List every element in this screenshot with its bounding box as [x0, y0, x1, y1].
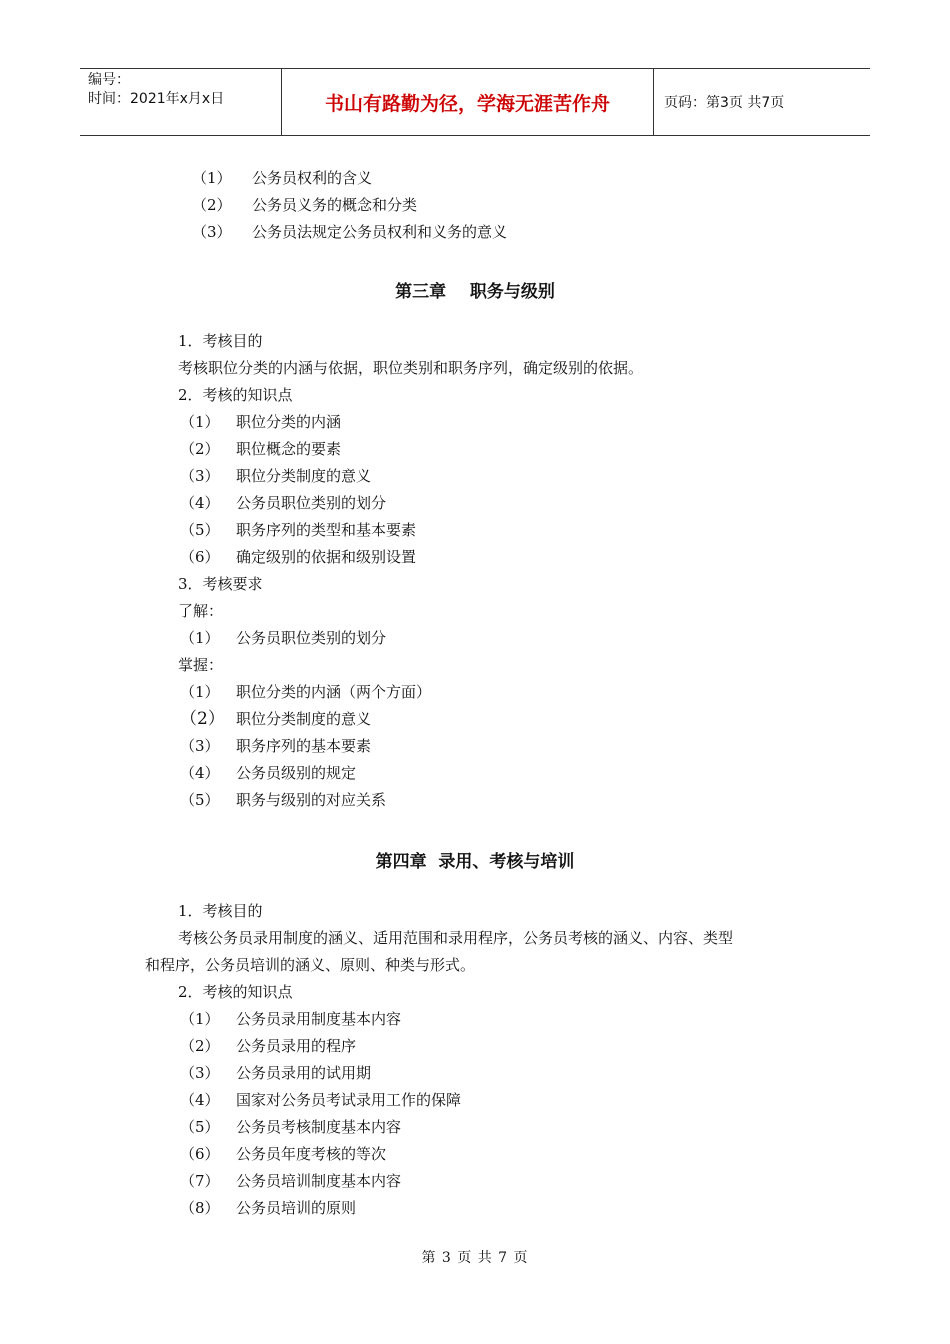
page-header [80, 68, 870, 136]
paragraph-line: 考核公务员录用制度的涵义、适用范围和录用程序，公务员考核的涵义、内容、类型 [178, 929, 734, 947]
item-number: （2） [180, 709, 225, 729]
list-item [180, 547, 416, 567]
item-text: 公务员年度考核的等次 [236, 1145, 387, 1163]
list-item [192, 222, 507, 242]
item-text: 公务员考核制度基本内容 [236, 1118, 402, 1136]
list-item [180, 520, 416, 540]
item-text: 公务员级别的规定 [236, 764, 357, 782]
item-number: （3） [192, 223, 232, 241]
item-text: 职务与级别的对应关系 [236, 791, 387, 809]
item-text: 公务员录用的程序 [236, 1037, 357, 1055]
list-item [180, 466, 371, 486]
item-number: （4） [180, 1091, 220, 1109]
item-text: 确定级别的依据和级别设置 [236, 548, 417, 566]
section-heading: 1．考核目的 [178, 332, 263, 350]
list-item [180, 1144, 386, 1164]
header-page-info: 页码：第3页 共7页 [664, 95, 785, 111]
section-heading: 3．考核要求 [178, 575, 263, 593]
item-number: （1） [180, 1010, 220, 1028]
header-motto: 书山有路勤为径，学海无涯苦作舟 [282, 69, 654, 135]
section-heading: 2．考核的知识点 [178, 386, 293, 404]
subheading-understand: 了解： [178, 602, 224, 620]
item-text: 职务序列的基本要素 [236, 737, 372, 755]
item-number: （1） [180, 683, 220, 701]
item-text: 公务员培训制度基本内容 [236, 1172, 402, 1190]
item-number: （5） [180, 521, 220, 539]
item-number: （5） [180, 791, 220, 809]
list-item [192, 168, 372, 188]
item-number: （4） [180, 764, 220, 782]
item-text: 国家对公务员考试录用工作的保障 [236, 1091, 462, 1109]
list-item [192, 195, 417, 215]
list-item [180, 1009, 401, 1029]
list-item [180, 682, 431, 702]
list-item [180, 1117, 401, 1137]
paragraph: 考核职位分类的内涵与依据，职位类别和职务序列，确定级别的依据。 [178, 359, 644, 377]
list-item [180, 763, 356, 783]
item-number: （1） [180, 413, 220, 431]
list-item [180, 439, 341, 459]
item-number: （5） [180, 1118, 220, 1136]
item-text: 公务员录用的试用期 [236, 1064, 372, 1082]
page-footer: 第 3 页 共 7 页 [421, 1250, 529, 1266]
item-number: （8） [180, 1199, 220, 1217]
item-text: 公务员职位类别的划分 [236, 494, 387, 512]
list-item [180, 709, 371, 729]
item-text: 公务员义务的概念和分类 [252, 196, 418, 214]
item-text: 公务员录用制度基本内容 [236, 1010, 402, 1028]
item-number: （1） [192, 169, 232, 187]
item-number: （3） [180, 467, 220, 485]
list-item [180, 736, 371, 756]
item-text: 职位分类的内涵 [236, 413, 342, 431]
item-text: 职位分类的内涵（两个方面） [236, 683, 432, 701]
paragraph-line: 和程序，公务员培训的涵义、原则、种类与形式。 [145, 956, 476, 974]
list-item [180, 1063, 371, 1083]
item-text: 公务员权利的含义 [252, 169, 373, 187]
document-number-label: 编号： [88, 72, 130, 88]
item-text: 职位概念的要素 [236, 440, 342, 458]
item-number: （2） [180, 440, 220, 458]
list-item [180, 1090, 461, 1110]
list-item [180, 628, 386, 648]
item-number: （1） [180, 629, 220, 647]
item-number: （3） [180, 737, 220, 755]
item-number: （4） [180, 494, 220, 512]
subheading-master: 掌握： [178, 656, 224, 674]
list-item [180, 1171, 401, 1191]
item-text: 公务员职位类别的划分 [236, 629, 387, 647]
item-number: （6） [180, 548, 220, 566]
item-number: （2） [192, 196, 232, 214]
item-text: 公务员培训的原则 [236, 1199, 357, 1217]
list-item [180, 1198, 356, 1218]
header-meta [80, 69, 282, 135]
list-item [180, 790, 386, 810]
chapter-title: 第四章 录用、考核与培训 [375, 852, 575, 872]
document-date: 时间：2021年x月x日 [88, 91, 225, 107]
list-item [180, 493, 386, 513]
list-item [180, 412, 341, 432]
item-text: 职位分类制度的意义 [236, 710, 372, 728]
section-heading: 1．考核目的 [178, 902, 263, 920]
list-item [180, 1036, 356, 1056]
chapter-title: 第三章 职务与级别 [395, 282, 555, 302]
item-text: 公务员法规定公务员权利和义务的意义 [252, 223, 508, 241]
item-number: （3） [180, 1064, 220, 1082]
item-number: （2） [180, 1037, 220, 1055]
section-heading: 2．考核的知识点 [178, 983, 293, 1001]
item-text: 职务序列的类型和基本要素 [236, 521, 417, 539]
item-number: （6） [180, 1145, 220, 1163]
item-text: 职位分类制度的意义 [236, 467, 372, 485]
item-number: （7） [180, 1172, 220, 1190]
